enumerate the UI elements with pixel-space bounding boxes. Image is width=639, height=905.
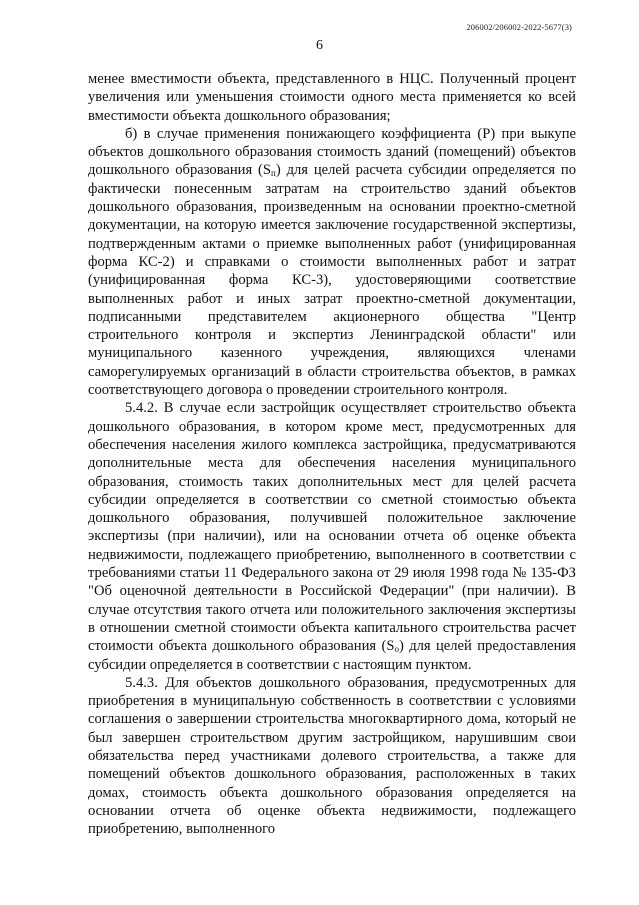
paragraph-5-4-2: 5.4.2. В случае если застройщик осуществляет строительство объекта дошкольного образования, в котором кроме мест, предусмотренных для обеспечения населения жилого комплекса застройщика, предусматриваются дополнительные места для обеспечения населения муниципального образования, стоимость таких дополнительных мест для целей расчета субсидии определяется в соответствии со сметной стоимостью объекта дошкольного образования, получившей положительное заключение экспертизы (при наличии), или на основании отчета об оценке объекта недвижимости, подлежащего приобретению, выполненного в соответствии с требованиями статьи 11 Федерального закона от 29 июля 1998 года № 135-ФЗ "Об оценочной деятельности в Российской Федерации" (при наличии). В случае отсутствия такого отчета или положительного заключения экспертизы в отношении сметной стоимости объекта капитального строительства расчет стоимости объекта дошкольного образования $(S_о)$ для целей предоставления субсидии определяется в соответствии с настоящим пунктом. bbox=[88, 400, 576, 673]
page-number: 6 bbox=[316, 38, 323, 53]
paragraph-5-4-1-b: б) в случае применения понижающего коэффициента (P) при выкупе объектов дошкольного образования стоимость зданий (помещений) объектов дошкольного образования $(S_п)$ для целей расчета субсидии определяется по фактически понесенным затратам на строительство зданий объектов дошкольного образования, произведенным на основании проектно-сметной документации, на которую имеется заключение государственной экспертизы, подтвержденным актами о приемке выполненных работ (унифицированная форма КС-2) и справками о стоимости выполненных работ и затрат (унифицированная форма КС-3), удостоверяющими соответствие выполненных работ и иных затрат проектно-сметной документации, подписанными представителем акционерного общества "Центр строительного контроля и экспертиз Ленинградской области" или муниципального казенного учреждения, являющихся членами саморегулируемых организаций в области строительства объектов, в рамках соответствующего договора о проведении строительного контроля. bbox=[88, 125, 576, 399]
paragraph-5-4-3: 5.4.3. Для объектов дошкольного образования, предусмотренных для приобретения в муниципальную собственность в соответствии с условиями соглашения о завершении строительства многоквартирного дома, который не был завершен строительством другим застройщиком, нарушившим свои обязательства перед участниками долевого строительства, а также для помещений объектов дошкольного образования, расположенных в таких домах, стоимость объекта дошкольного образования определяется на основании отчета об оценке объекта недвижимости, подлежащего приобретению, выполненного bbox=[88, 674, 576, 838]
subscript-p: п bbox=[271, 168, 276, 179]
subscript-o: о bbox=[394, 644, 399, 655]
document-body bbox=[88, 70, 576, 838]
paragraph-continuation: менее вместимости объекта, представленного в НЦС. Полученный процент увеличения или уменьшения стоимости одного места применяется ко всей вместимости объекта дошкольного образования; bbox=[88, 71, 576, 124]
document-id: 206002/206002-2022-5677(3) bbox=[466, 22, 572, 32]
